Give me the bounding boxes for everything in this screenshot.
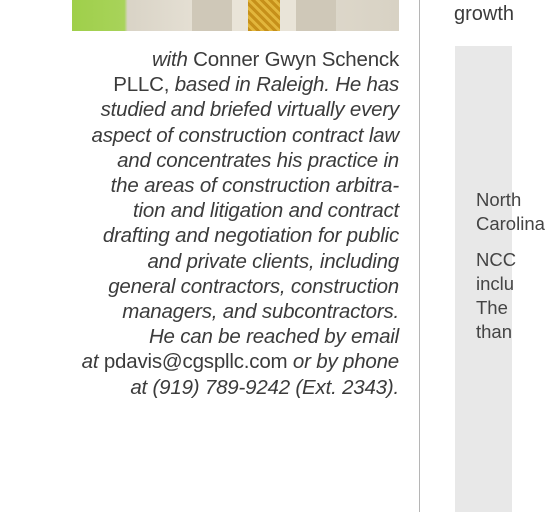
sidebar-line: NCC [476,249,517,270]
bio-line: drafting and negotiation for public [102,224,399,248]
email-address: pdavis@cgspllc.com [103,350,288,374]
firm-name: Conner Gwyn Schenck [193,48,399,71]
bio-line: and private clients, including [147,249,399,273]
bio-line: the areas of construction arbitra- [110,174,399,198]
bio-line: and concentrates his practice in [117,148,399,172]
bio-line: studied and briefed virtually every [100,98,399,122]
bio-line: general contractors, construction [108,274,399,298]
sidebar-box [455,46,545,512]
article-text-fragment: growth [454,3,515,25]
sidebar-line: Carolina [476,213,545,234]
bio-line: at pdavis@cgspllc.com or by phone [81,350,399,374]
bio-line: He can be reached by email [148,325,399,349]
portrait-photo [72,0,399,31]
bio-line: aspect of construction contract law [91,123,399,147]
bio-line: at (919) 789-9242 (Ext. 2343). [130,375,399,399]
sidebar-line: North [476,189,522,210]
column-divider [419,0,420,512]
bio-line: managers, and subcontractors. [122,300,399,324]
bio-line: tion and litigation and contract [133,199,399,223]
author-bio [60,47,399,400]
bio-line: with Conner Gwyn Schenck [151,48,399,71]
sidebar-line: inclu [476,273,515,294]
bio-line: PLLC, based in Raleigh. He has [113,73,399,97]
sidebar-line: than [476,321,513,342]
sidebar-line: The [476,297,508,318]
